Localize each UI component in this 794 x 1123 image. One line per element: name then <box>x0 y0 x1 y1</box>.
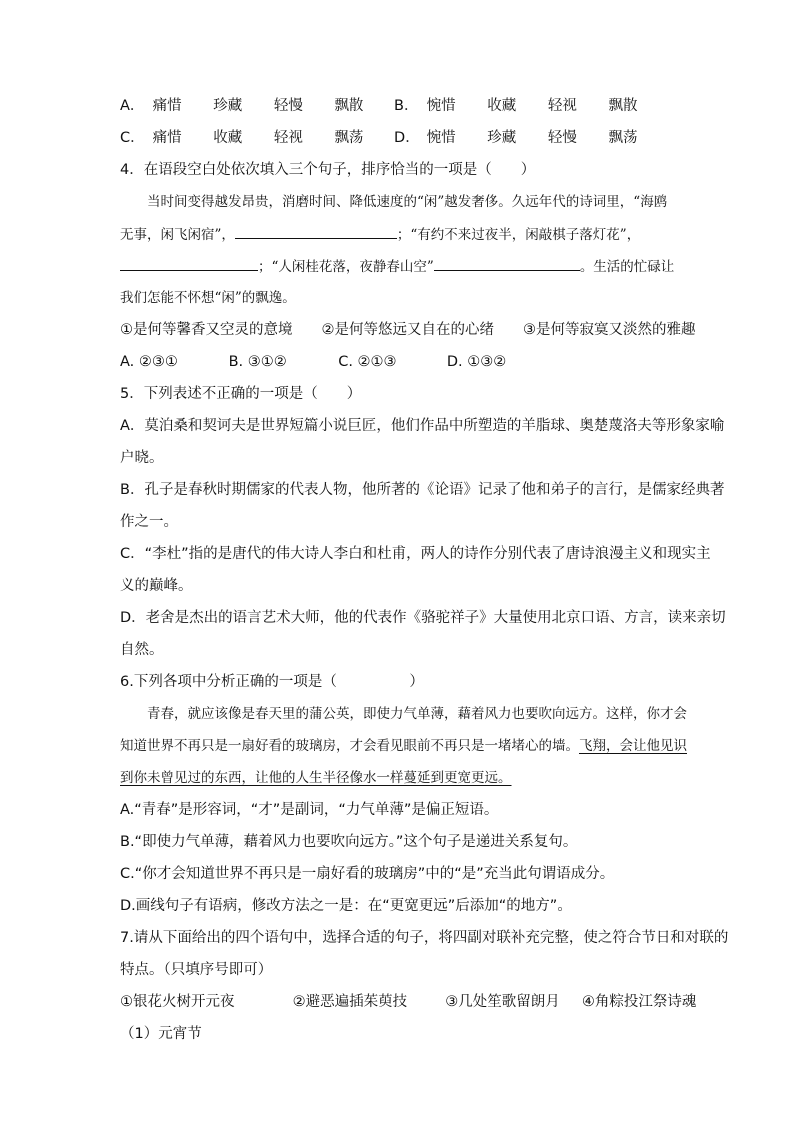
q3-option-a-word: 痛惜 <box>152 98 182 114</box>
q5-option-b-cont: 作之一。 <box>120 514 178 530</box>
q4-sentence-choices: ①是何等馨香又空灵的意境 ②是何等悠远又自在的心绪 ③是何等寂寞又淡然的雅趣 <box>120 322 696 338</box>
q3-option-d-word: 珍藏 <box>487 130 517 146</box>
q7-items <box>120 992 696 1012</box>
q4-blank-2[interactable] <box>120 256 258 271</box>
q7-stem: 7.请从下面给出的四个语句中，选择合适的句子，将四副对联补充完整，使之符合节日和对联的 <box>120 930 729 946</box>
q6-option-c: C.“你才会知道世界不再只是一扇好看的玻璃房”中的“是”充当此句谓语成分。 <box>120 866 615 882</box>
q5-option-b: B．孔子是春秋时期儒家的代表人物，他所著的《论语》记录了他和弟子的言行，是儒家经典著 <box>120 482 725 498</box>
q7-subquestion-1: （1）元宵节 <box>120 1026 202 1042</box>
q3-option-c-label: C． <box>120 130 145 146</box>
q4-passage-line <box>120 256 674 277</box>
q3-option-d-word: 飘荡 <box>608 130 638 146</box>
q4-stem: 4．在语段空白处依次填入三个句子，排序恰当的一项是（ ） <box>120 162 536 178</box>
q6-option-a: A.“青春”是形容词，“才”是副词，“力气单薄”是偏正短语。 <box>120 802 499 818</box>
q5-option-c-cont: 义的巅峰。 <box>120 578 193 594</box>
q4-passage-text: ；“有约不来过夜半，闲敲棋子落灯花”， <box>396 227 641 243</box>
q6-underlined-sentence: 到你未曾见过的东西，让他的人生半径像水一样蔓延到更宽更远。 <box>120 770 512 786</box>
q4-passage-text: ；“人闲桂花落，夜静春山空” <box>258 259 434 275</box>
q3-option-b-word: 收藏 <box>487 98 517 114</box>
q5-option-c: C．“李杜”指的是唐代的伟大诗人李白和杜甫，两人的诗作分别代表了唐诗浪漫主义和现实主 <box>120 546 711 562</box>
q4-option-b[interactable]: B. ③①② <box>228 354 287 370</box>
q7-item: ②避恶遍插茱萸技 <box>292 994 408 1010</box>
q4-blank-3[interactable] <box>434 256 580 271</box>
q4-passage-text: 无事，闲飞闲宿”， <box>120 227 235 243</box>
q3-option-a-word: 珍藏 <box>213 98 243 114</box>
q7-item: ①银花火树开元夜 <box>120 994 235 1010</box>
q3-option-b-label: B． <box>394 98 419 114</box>
q6-underlined-sentence: 飞翔，会让他见识 <box>579 738 687 754</box>
q3-option-b-word: 轻视 <box>547 98 577 114</box>
q3-option-row-ab <box>120 96 637 116</box>
q3-option-c-word: 轻视 <box>273 130 303 146</box>
q5-option-d-cont: 自然。 <box>120 642 164 658</box>
q5-option-a: A．莫泊桑和契诃夫是世界短篇小说巨匠，他们作品中所塑造的羊脂球、奥楚蔑洛夫等形象家喻 <box>120 418 725 434</box>
q3-option-a-label: A． <box>120 98 145 114</box>
q7-item: ③几处笙歌留朗月 <box>445 994 560 1010</box>
q6-passage-line: 青春，就应该像是春天里的蒲公英，即使力气单薄，藉着风力也要吹向远方。这样，你才会 <box>147 706 687 722</box>
q3-option-c-word: 飘荡 <box>334 130 364 146</box>
q6-stem: 6.下列各项中分析正确的一项是（ ） <box>120 674 424 690</box>
q6-option-d: D.画线句子有语病，修改方法之一是：在“更宽更远”后添加“的地方”。 <box>120 898 572 914</box>
q4-blank-1[interactable] <box>235 224 397 239</box>
q5-option-d: D．老舍是杰出的语言艺术大师，他的代表作《骆驼祥子》大量使用北京口语、方言，读来亲切 <box>120 610 726 626</box>
q5-option-a-cont: 户晓。 <box>120 450 164 466</box>
q3-option-row-cd <box>120 128 637 148</box>
q3-option-b-word: 惋惜 <box>426 98 456 114</box>
q6-option-b: B.“即使力气单薄，藉着风力也要吹向远方。”这个句子是递进关系复句。 <box>120 834 578 850</box>
q5-stem: 5．下列表述不正确的一项是（ ） <box>120 386 362 402</box>
q4-passage-line <box>120 224 640 245</box>
q4-passage-line: 我们怎能不怀想“闲”的飘逸。 <box>120 290 296 306</box>
q3-option-a-word: 轻慢 <box>273 98 303 114</box>
q4-option-d[interactable]: D. ①③② <box>446 354 507 370</box>
q3-option-d-word: 轻慢 <box>547 130 577 146</box>
q7-stem-cont: 特点。（只填序号即可） <box>120 962 273 978</box>
q3-option-d-word: 惋惜 <box>426 130 456 146</box>
q3-option-b-word: 飘散 <box>608 98 638 114</box>
q3-option-d-label: D． <box>394 130 420 146</box>
q4-options <box>120 352 506 372</box>
q3-option-c-word: 痛惜 <box>152 130 182 146</box>
q4-passage-text: 。生活的忙碌让 <box>579 259 675 275</box>
q6-passage-line <box>120 736 687 756</box>
q4-option-a[interactable]: A. ②③① <box>120 354 178 370</box>
q3-option-c-word: 收藏 <box>213 130 243 146</box>
q6-passage-text: 知道世界不再只是一扇好看的玻璃房，才会看见眼前不再只是一堵堵心的墙。 <box>120 738 579 754</box>
q3-option-a-word: 飘散 <box>334 98 364 114</box>
q7-item: ④角粽投江祭诗魂 <box>581 994 697 1010</box>
q4-option-c[interactable]: C. ②①③ <box>338 354 397 370</box>
q4-passage-line: 当时间变得越发昂贵，消磨时间、降低速度的“闲”越发奢侈。久远年代的诗词里，“海鸥 <box>147 194 668 210</box>
